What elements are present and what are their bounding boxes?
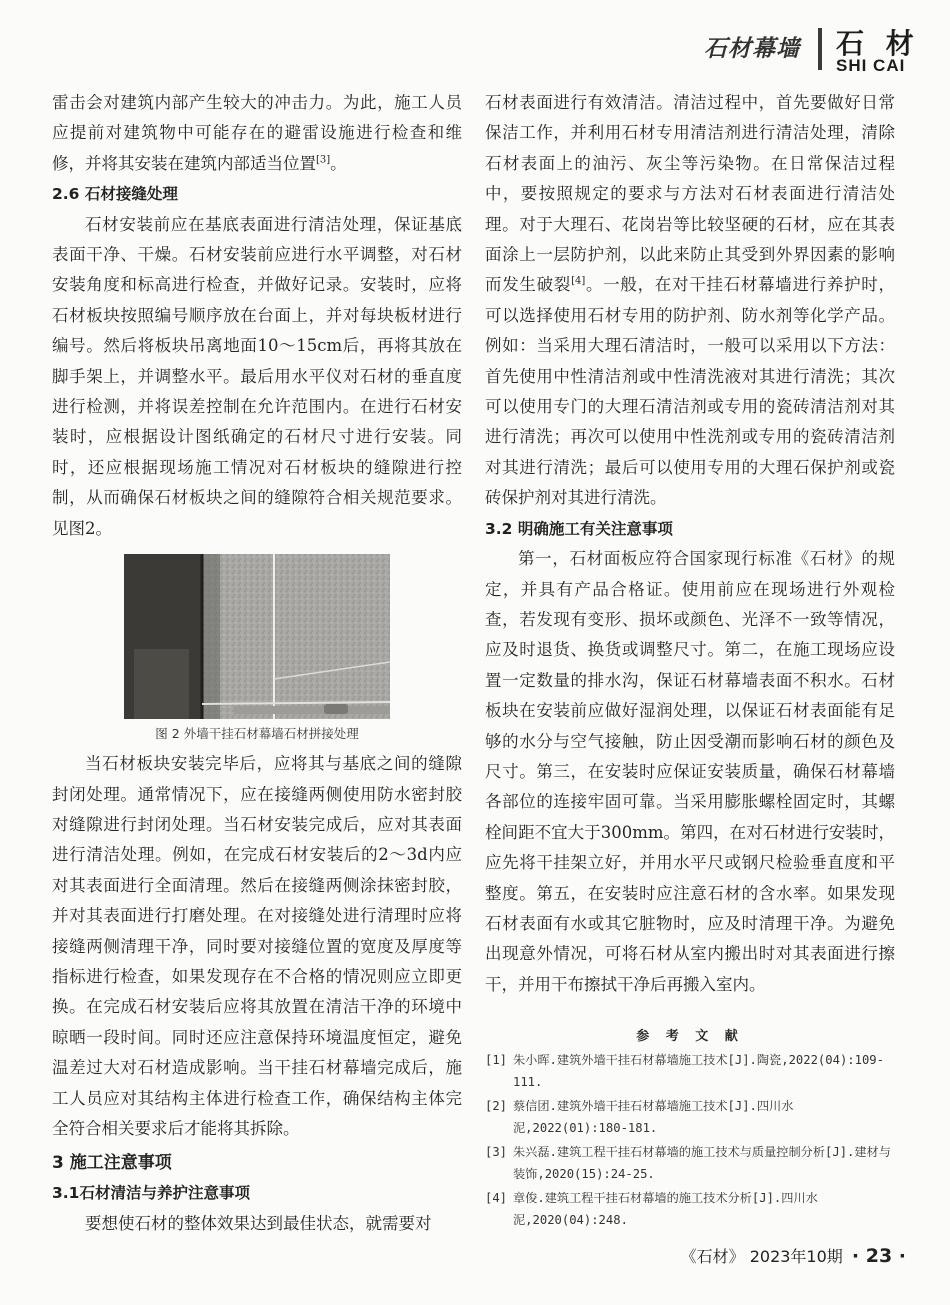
journal-brand-en: SHI CAI <box>836 56 906 75</box>
paragraph: 石材安装前应在基底表面进行清洁处理，保证基底表面干净、干燥。石材安装前应进行水平调整，对石材安装角度和标高进行检查，并做好记录。安装时，应将石材板块按照编号顺序放在台面上，并对每块板材进行编号。然后将板块吊离地面10～15cm后，再将其放在脚手架上，并调整水平。最后用水平仪对石材的垂直度进行检测，并将误差控制在允许范围内。在进行石材安装时，应根据设计图纸确定的石材尺寸进行安装。同时，还应根据现场施工情况对石材板块的缝隙进行控制，从而确保石材板块之间的缝隙符合相关规范要求。见图2。 <box>52 214 462 538</box>
figure-photo <box>124 554 390 719</box>
references-list <box>485 1050 895 1234</box>
section-title: 石材幕墙 <box>704 36 800 62</box>
figure-2 <box>52 554 462 745</box>
section-heading-2-6: 2.6 石材接缝处理 <box>52 185 178 204</box>
figure-caption: 图 2 外墙干挂石材幕墙石材拼接处理 <box>155 726 359 742</box>
section-heading-3-2: 3.2 明确施工有关注意事项 <box>485 519 673 538</box>
reference-item: [2] 蔡信团.建筑外墙干挂石材幕墙施工技术[J].四川水泥,2022(01):180-181. <box>485 1099 794 1135</box>
paragraph: 石材表面进行有效清洁。清洁过程中，首先要做好日常保洁工作，并利用石材专用清洁剂进行清洁处理，清除石材表面上的油污、灰尘等污染物。在日常保洁过程中，要按照规定的要求与方法对石材表面进行清洁处理。对于大理石、花岗岩等比较坚硬的石材，应在其表面涂上一层防护剂，以此来防止其受到外界因素的影响而发生破裂[4]。一般，在对干挂石材幕墙进行养护时，可以选择使用石材专用的防护剂、防水剂等化学产品。例如：当采用大理石清洁时，一般可以采用以下方法：首先使用中性清洁剂或中性清洗液对其进行清洗；其次可以使用专门的大理石清洁剂或专用的瓷砖清洁剂对其进行清洗；再次可以使用中性洗剂或专用的瓷砖清洁剂对其进行清洗；最后可以使用专用的大理石保护剂或瓷砖保护剂对其进行清洗。 <box>485 93 896 508</box>
page-header <box>0 0 950 82</box>
right-column <box>485 88 895 1000</box>
citation-ref[interactable]: [4] <box>571 275 586 287</box>
left-column <box>52 88 462 1239</box>
paragraph: 要想使石材的整体效果达到最佳状态，就需要对 <box>85 1213 432 1233</box>
section-heading-3: 3 施工注意事项 <box>52 1153 172 1174</box>
reference-item: [4] 章俊.建筑工程干挂石材幕墙的施工技术分析[J].四川水泥,2020(04):248. <box>485 1191 818 1227</box>
reference-item: [3] 朱兴磊.建筑工程干挂石材幕墙的施工技术与质量控制分析[J].建材与装饰,2020(15):24-25. <box>485 1145 891 1181</box>
journal-brand-cn: 石 材 <box>836 27 920 60</box>
paragraph: 第一，石材面板应符合国家现行标准《石材》的规定，并具有产品合格证。使用前应在现场进行外观检查，若发现有变形、损坏或颜色、光泽不一致等情况，应及时退货、换货或调整尺寸。第二，在施工现场应设置一定数量的排水沟，保证石材幕墙表面不积水。石材板块在安装前应做好湿润处理，以保证石材表面能有足够的水分与空气接触，防止因受潮而影响石材的颜色及尺寸。第三，在安装时应保证安装质量，确保石材幕墙各部位的连接牢固可靠。当采用膨胀螺栓固定时，其螺栓间距不宜大于300mm。第四，在对石材进行安装时，应先将干挂架立好，并用水平尺或钢尺检验垂直度和平整度。第五，在安装时应注意石材的含水率。如果发现石材表面有水或其它脏物时，应及时清理干净。为避免出现意外情况，可将石材从室内搬出时对其表面进行擦干，并用干布擦拭干净后再搬入室内。 <box>485 549 895 994</box>
citation-ref[interactable]: [3] <box>316 154 331 166</box>
footer-journal: 《石材》 <box>680 1247 745 1266</box>
reference-item: [1] 朱小晖.建筑外墙干挂石材幕墙施工技术[J].陶瓷,2022(04):109-111. <box>485 1053 884 1089</box>
page-number: · 23 · <box>851 1245 906 1267</box>
header-divider <box>818 28 822 70</box>
page-footer <box>681 1244 906 1267</box>
references-title: 参 考 文 献 <box>636 1029 744 1044</box>
section-heading-3-1: 3.1石材清洁与养护注意事项 <box>52 1184 250 1203</box>
footer-issue: 2023年10期 <box>749 1247 843 1266</box>
paragraph: 当石材板块安装完毕后，应将其与基底之间的缝隙封闭处理。通常情况下，应在接缝两侧使用防水密封胶对缝隙进行封闭处理。当石材安装完成后，应对其表面进行清洁处理。例如，在完成石材安装后的2～3d内应对其表面进行全面清理。然后在接缝两侧涂抹密封胶，并对其表面进行打磨处理。在对接缝处进行清理时应将接缝两侧清理干净，同时要对接缝位置的宽度及厚度等指标进行检查，如果发现存在不合格的情况则应立即更换。在完成石材安装后应将其放置在清洁干净的环境中晾晒一段时间。同时还应注意保持环境温度恒定，避免温差过大对石材造成影响。当干挂石材幕墙完成后，施工人员应对其结构主体进行检查工作，确保结构主体完全符合相关要求后才能将其拆除。 <box>52 754 462 1138</box>
paragraph: 雷击会对建筑内部产生较大的冲击力。为此，施工人员应提前对建筑物中可能存在的避雷设施进行检查和维修，并将其安装在建筑内部适当位置[3]。 <box>52 93 462 173</box>
